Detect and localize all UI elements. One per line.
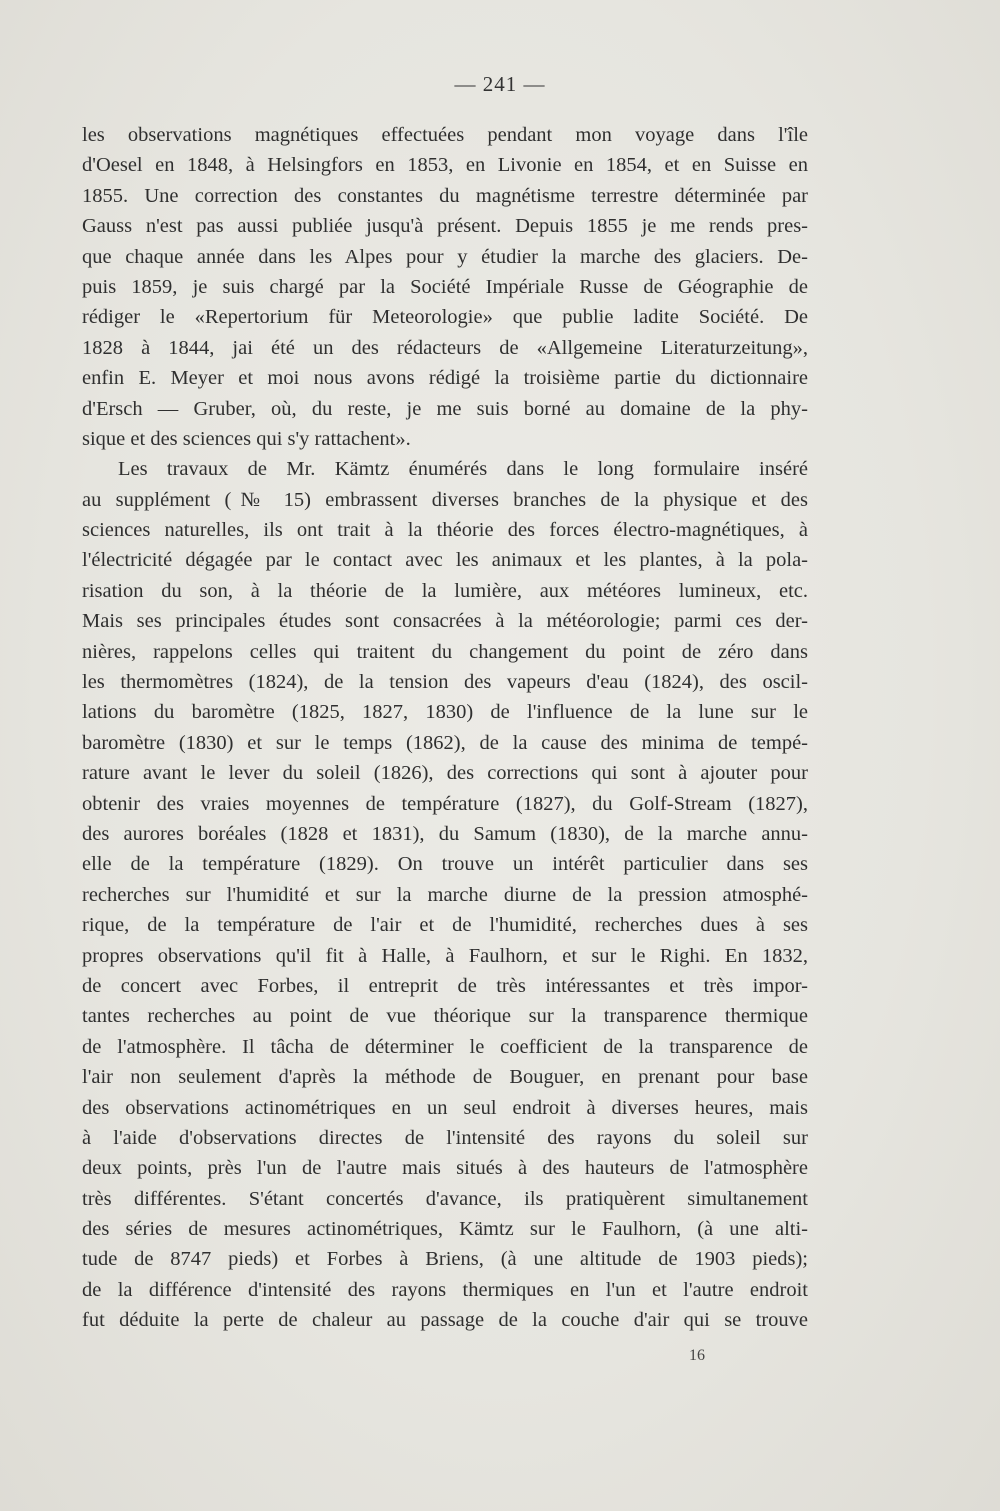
text-line: à l'aide d'observations directes de l'intensité des rayons du soleil sur: [82, 1126, 808, 1149]
text-line: rédiger le «Repertorium für Meteorologie» que publie ladite Société. De: [82, 306, 808, 329]
text-line: obtenir des vraies moyennes de température (1827), du Golf-Stream (1827),: [82, 792, 808, 815]
text-line: des séries de mesures actinométriques, Kämtz sur le Faulhorn, (à une alti-: [82, 1218, 808, 1241]
body-text: [82, 120, 808, 1336]
text-line: elle de la température (1829). On trouve un intérêt particulier dans ses: [82, 853, 808, 876]
text-line: fut déduite la perte de chaleur au passage de la couche d'air qui se trouve: [82, 1309, 808, 1332]
text-line: très différentes. S'étant concertés d'avance, ils pratiquèrent simultanement: [82, 1187, 808, 1210]
text-line: lations du baromètre (1825, 1827, 1830) de l'influence de la lune sur le: [82, 701, 808, 724]
text-line: risation du son, à la théorie de la lumière, aux météores lumineux, etc.: [82, 579, 808, 602]
text-line: Mais ses principales études sont consacrées à la météorologie; parmi ces der-: [82, 610, 808, 633]
text-line: enfin E. Meyer et moi nous avons rédigé la troisième partie du dictionnaire: [82, 367, 808, 390]
text-line: de la différence d'intensité des rayons thermiques en l'un et l'autre endroit: [82, 1278, 808, 1301]
text-line: baromètre (1830) et sur le temps (1862), de la cause des minima de tempé-: [82, 731, 808, 754]
text-line: des aurores boréales (1828 et 1831), du Samum (1830), de la marche annu-: [82, 822, 808, 845]
text-line: au supplément (№ 15) embrassent diverses branches de la physique et des: [82, 488, 808, 511]
text-line: deux points, près l'un de l'autre mais situés à des hauteurs de l'atmosphère: [82, 1157, 808, 1180]
signature-mark: 16: [689, 1347, 705, 1364]
text-line: 1855. Une correction des constantes du magnétisme terrestre déterminée par: [82, 184, 808, 207]
text-line: les thermomètres (1824), de la tension des vapeurs d'eau (1824), des oscil-: [82, 671, 808, 694]
text-line: rique, de la température de l'air et de l'humidité, recherches dues à ses: [82, 914, 808, 937]
text-line: Les travaux de Mr. Kämtz énumérés dans le long formulaire inséré: [118, 458, 808, 481]
page-number: — 241 —: [454, 72, 546, 96]
text-line: sciences naturelles, ils ont trait à la théorie des forces électro-magnétiques, à: [82, 519, 808, 542]
text-line: 1828 à 1844, jai été un des rédacteurs de «Allgemeine Literaturzeitung»,: [82, 336, 808, 359]
text-line: de l'atmosphère. Il tâcha de déterminer le coefficient de la transparence de: [82, 1035, 808, 1058]
text-line: tantes recherches au point de vue théorique sur la transparence thermique: [82, 1005, 808, 1028]
text-line: les observations magnétiques effectuées pendant mon voyage dans l'île: [82, 124, 808, 146]
text-line: Gauss n'est pas aussi publiée jusqu'à présent. Depuis 1855 je me rends pres-: [82, 215, 808, 238]
text-line: d'Oesel en 1848, à Helsingfors en 1853, en Livonie en 1854, et en Suisse en: [82, 154, 808, 177]
text-line: rature avant le lever du soleil (1826), des corrections qui sont à ajouter pour: [82, 762, 808, 785]
text-line: recherches sur l'humidité et sur la marche diurne de la pression atmosphé-: [82, 883, 808, 906]
text-line: l'électricité dégagée par le contact avec les animaux et les plantes, à la pola-: [82, 549, 808, 572]
text-line: nières, rappelons celles qui traitent du changement du point de zéro dans: [82, 640, 808, 663]
text-line: d'Ersch — Gruber, où, du reste, je me suis borné au domaine de la phy-: [82, 397, 808, 420]
text-line: puis 1859, je suis chargé par la Société Impériale Russe de Géographie de: [82, 275, 808, 298]
text-line: propres observations qu'il fit à Halle, à Faulhorn, et sur le Righi. En 1832,: [82, 944, 808, 967]
text-line: tude de 8747 pieds) et Forbes à Briens, (à une altitude de 1903 pieds);: [82, 1248, 808, 1271]
text-line: que chaque année dans les Alpes pour y étudier la marche des glaciers. De-: [82, 245, 808, 268]
text-line: l'air non seulement d'après la méthode de Bouguer, en prenant pour base: [82, 1066, 808, 1089]
text-line: des observations actinométriques en un seul endroit à diverses heures, mais: [82, 1096, 808, 1119]
text-line: de concert avec Forbes, il entreprit de très intéressantes et très impor-: [82, 974, 808, 997]
text-line: sique et des sciences qui s'y rattachent».: [82, 427, 411, 450]
